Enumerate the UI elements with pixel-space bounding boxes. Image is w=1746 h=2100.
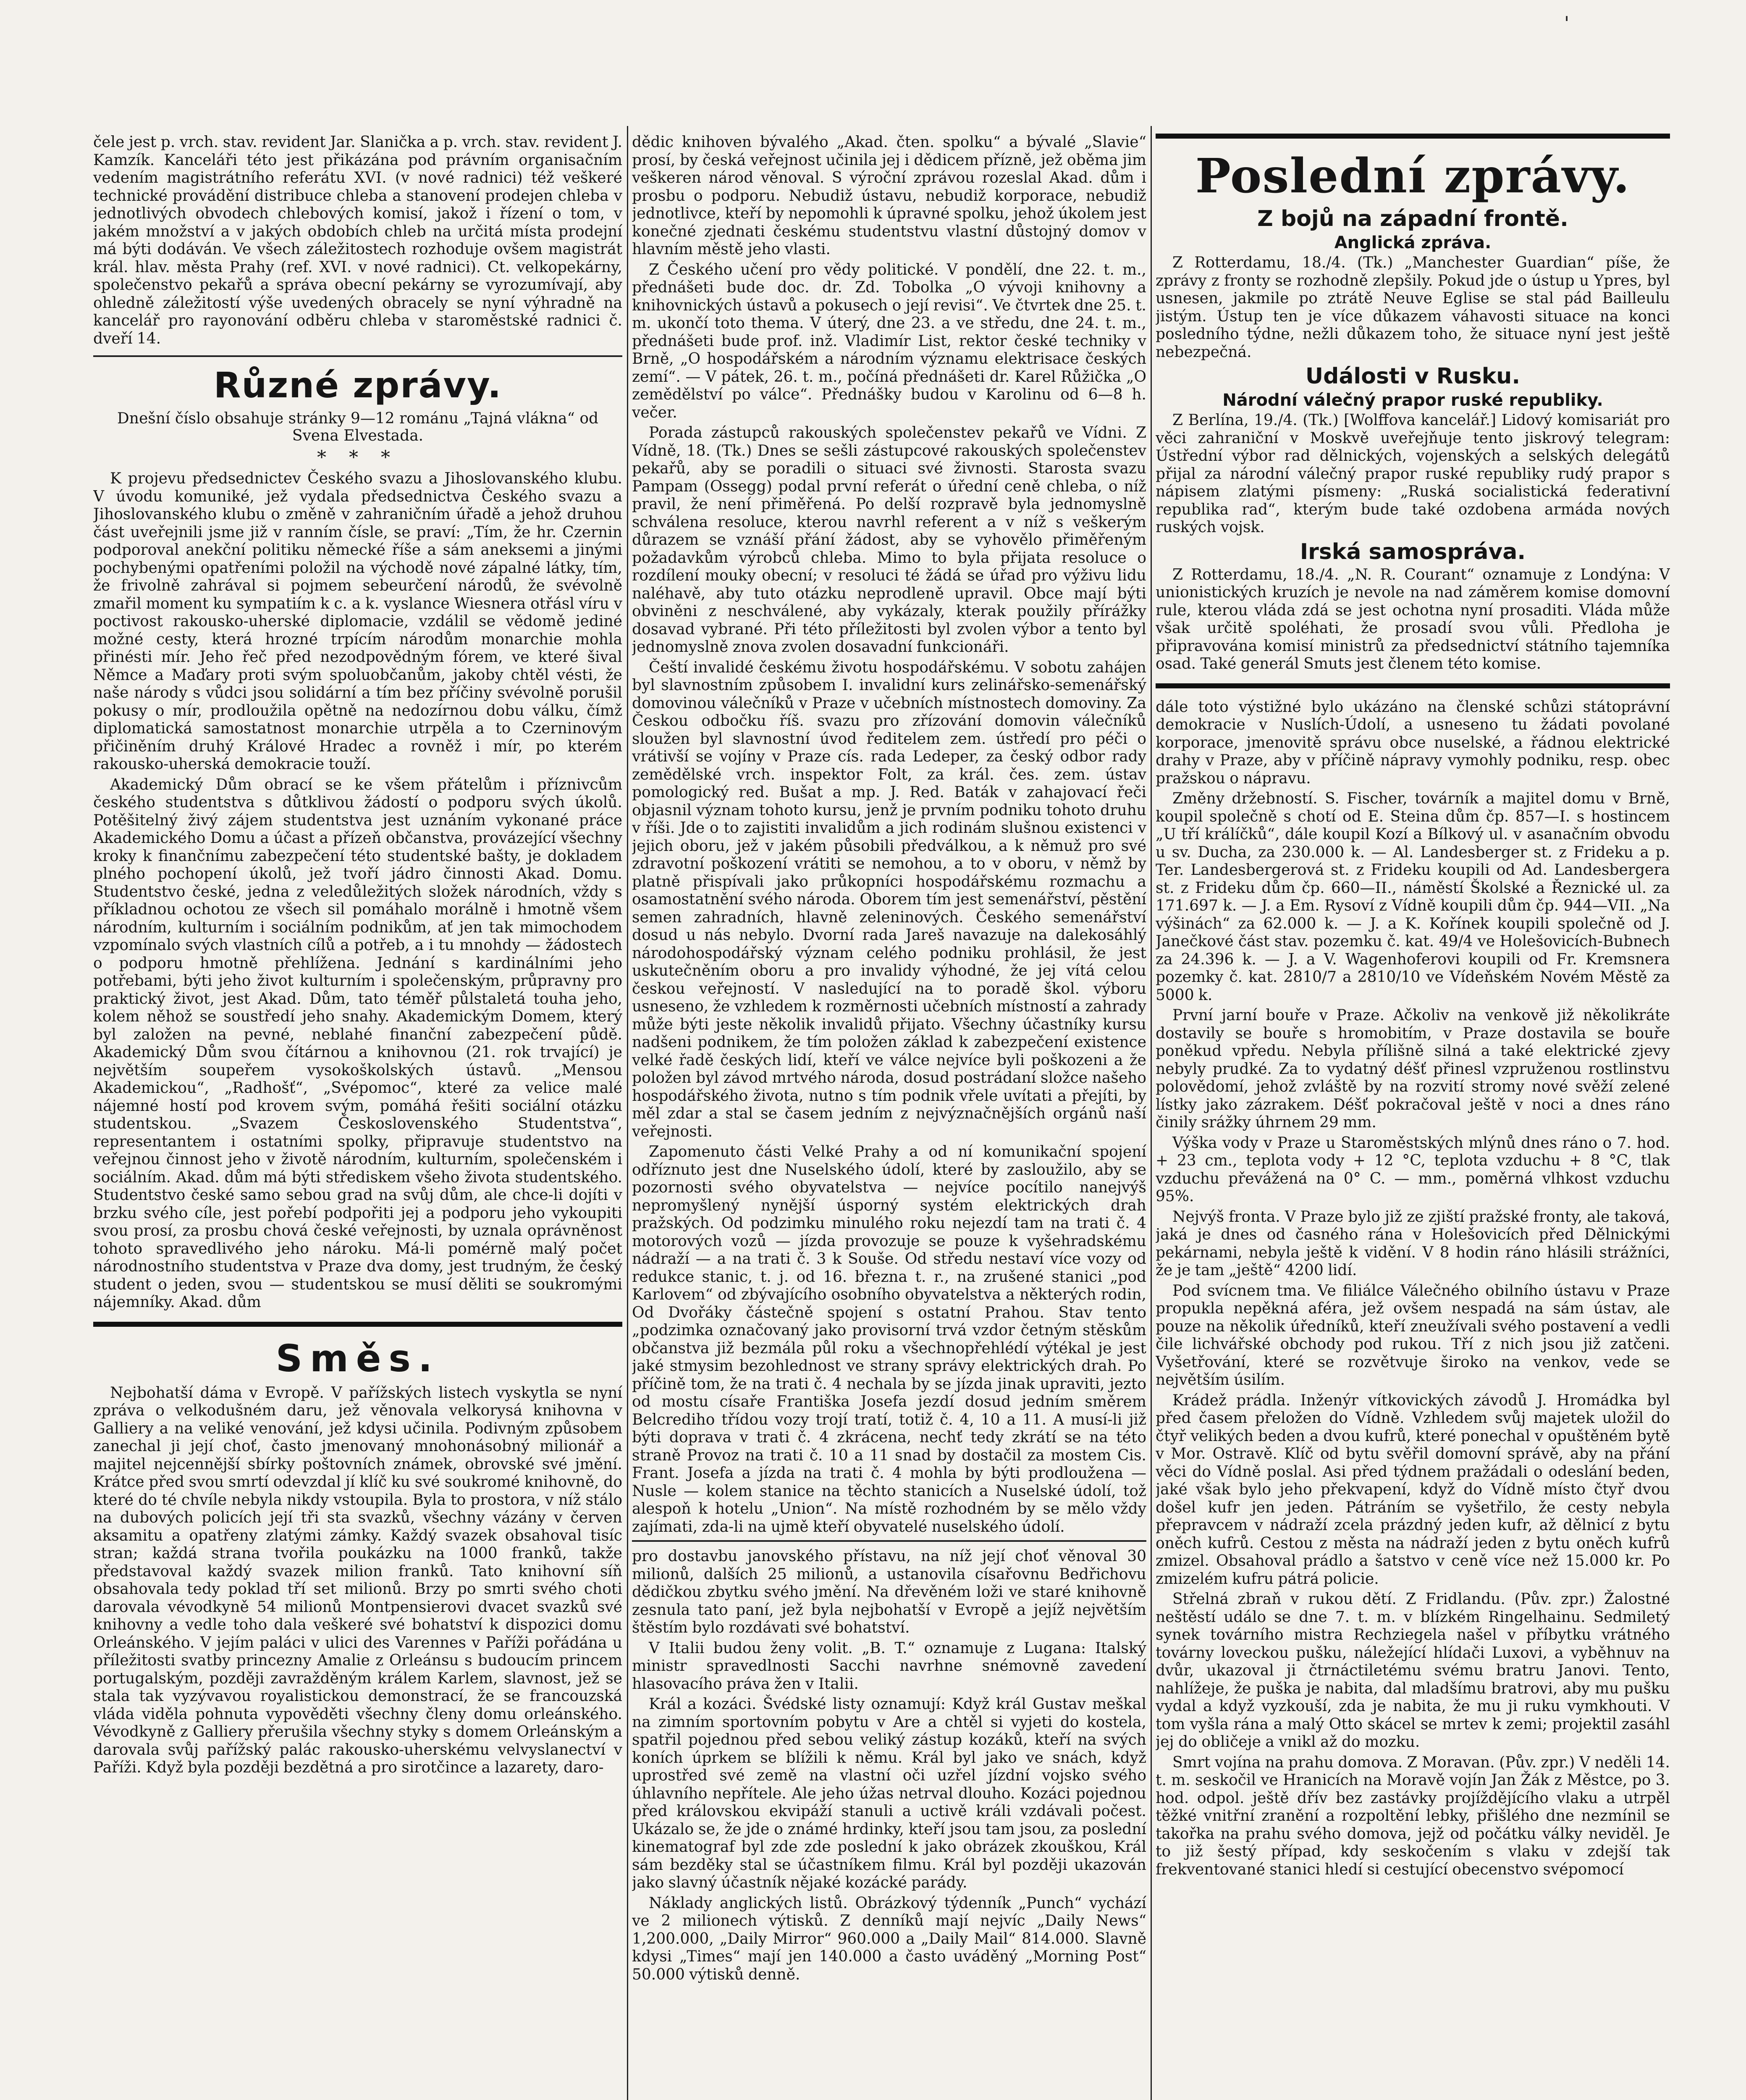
article-nusle-cont: dále toto výstižné bylo ukázáno na členské schůzi státoprávní demokracie v Nuslích-Údolí, a usneseno tu žádati povolané korporace, jmenovitě správu obce nuselské, a řádnou elektrické drahy v Praze, aby v příčině nápravy vymohly podniku, resp. obec pražskou o nápravu. bbox=[1156, 698, 1670, 787]
column-1 bbox=[93, 134, 622, 2100]
column-3 bbox=[1156, 134, 1670, 2100]
article-akademicky-dum: Akademický Dům obrací se ke všem přátelům i příznivcům českého studentstva s důtklivou žádostí o podporu svých úkolů. Potěšitelný živý zájem studentstva jest uznáním vykonané práce Akademického Domu a účast a přízeň občanstva, provázející všechny kroky k finančnímu zabezpečení této studentské bašty, je dokladem plného pochopení úkolů, jež tvoří jádro činnosti Akad. Domu. Studentstvo české, jedna z veledůležitých složek národních, vždy s příkladnou ochotou ze všech sil pomáhalo morálně i hmotně všem národním, kulturním i sociálním podnikům, ať jen tak mimochodem vzpomínalo svých vlastních cílů a potřeb, a i tu mnohdy — žádostech o podporu hmotně přehlížena. Jednání s kardinálními jeho potřebami, býti jeho život kulturním i společenským, průpravny pro praktický život, jest Akad. Dům, tato téměř půlstaletá touha jeho, kolem něhož se soustředí jeho snahy. Akademickým Domem, který byl založen na pevné, neblahé finanční zabezpečení půdě. Akademický Dům svou čítárnou a knihovnou (21. rok trvající) je největším soupeřem vysokoškolských ústavů. „Mensou Akademickou“, „Radhošť“, „Svépomoc“, které za velice malé nájemné hostí pod krovem svým, pomáhá řešiti sociální otázku studentskou. „Svazem Československého Studentstva“, representantem i ostatními spolky, připravuje studentstvo na veřejnou činnost jeho v životě národním, kulturním, společenském i sociálním. Akad. dům má býti střediskem všeho života studentského. Studentstvo české samo sebou grad na svůj dům, ale chce-li dojíti v brzku svého cíle, jest pořebí podpořiti jej a podporu jeho vykoupiti svou prosí, za prosbu chová české veřejnosti, by uznala oprávněnost tohoto spravedlivého jeho nároku. Má-li pomérně malý počet národnostního studentstva v Praze dva domy, jest trudným, že český student o jeden, svou — studentskou se musí děliti se soukromými nájemníky. Akad. dům bbox=[93, 776, 622, 1311]
article-nejbohatsi-dama: Nejbohatší dáma v Evropě. V pařížských listech vyskytla se nyní zpráva o velkodušném daru, jež věnovala velkorysá knihovna v Galliery a na veliké venování, jež kdysi učinila. Podivným způsobem zanechal ji její choť, často jmenovaný mnohonásobný milionář a majitel nejcennější sbírky poštovních známek, obrovské své jmění. Krátce před svou smrtí odevzdal jí klíč ku své soukromé knihovně, do které do té chvíle nebyla nikdy vstoupila. Byla to prostora, v níž stálo na dubových policích její tři sta svazků, všechny vázány v červen aksamitu a opatřeny zlatými zámky. Každý svazek obsahoval tisíc stran; každá strana tvořila poukázku na 1000 franků, takže představoval každý svazek milion franků. Tato knihovní síň obsahovala tedy poklad tří set milionů. Brzy po smrti svého choti darovala vévodkyně 54 milionů Montpensierovi dvacet svazků své knihovny a vedle toho dala veškeré své bohatství k dispozici domu Orleánského. V jejím paláci v ulici des Varennes v Paříži pořádána u příležitosti svatby princezny Amalie z Orleánsu s budoucím princem portugalským, později zavražděným králem Karlem, slavnost, jež se stala tak vyzývavou royalistickou demonstrací, že se francouzská vláda viděla pohnuta vypověděti všechny členy domu orleánského. Vévodkyně z Galliery přerušila všechny styky s domem Orleánským a darovala svůj pařížský palác rakousko-uherskému velvyslanectví v Paříži. Když byla později bezdětná a pro sirotčince a lazarety, daro- bbox=[93, 1384, 622, 1776]
ornament-dots: * * * bbox=[317, 447, 398, 468]
article-kral-kozaci: Král a kozáci. Švédské listy oznamují: Když král Gustav meškal na zimním sportovním pobytu v Are a chtěl si vyjeti do kostela, spatřil pojednou před sebou veliký zástup kozáků, kteří na svých koních úprkem se blížili k němu. Král byl jako ve snách, když uprostřed své země na vlastní oči uzřel jízdní vojsko svého úhlavního nepřítele. Ale jeho úžas netrval dlouho. Kozáci pojednou před královskou ekvipáží stanuli a uctivě králi vzdávali počest. Ukázalo se, že jde o známé hrdinky, kteří jsou tam jsou, za poslední kinematograf byl zde zde poslední k jako obrázek zkouškou, Král sám bezděky stal se účastníkem filmu. Král byl později ukazován jako slavný účastník nějaké kozácké parády. bbox=[632, 1696, 1146, 1891]
section-rule bbox=[93, 1322, 622, 1327]
article-dama-cont: pro dostavbu janovského přístavu, na níž její choť věnoval 30 milionů, dalších 25 milionů, a ustanovila císařovnu Bedřichovu dědičkou zbytku svého jmění. Na dřevěném loži ve staré knihovně zesnula tato paní, jež byla nejbohatší v Evropě a jejíž největším štěstím bylo rozdávati své bohatství. bbox=[632, 1548, 1146, 1636]
heading-udalosti-rusko: Události v Rusku. bbox=[1305, 364, 1521, 389]
article-kradez-pradla: Krádež prádla. Inženýr vítkovických závodů J. Hromádka byl před časem přeložen do Vídně. Vzhledem svůj majetek uložil do čtyř velikých beden a dvou kufrů, které ponechal v opuštěném bytě v Mor. Ostravě. Klíč od bytu svěřil domovní správě, aby na přání věci do Vídně poslal. Asi před týdnem pražádali o odeslání beden, jaké však bylo jeho překvapení, když do Vídně místo čtyř dvou došel kufr jen jeden. Pátráním se vyšetřilo, že cesty nebyla přepravcem v nádraží zcela prázdný jeden kufr, až dělnicí z bytu oněch kufrů. Cestou z města na nádraží jeden z bytu oněch kufrů zmizel. Obsahoval prádlo a šatstvo v ceně více než 15.000 kr. Po zmizelém kufru pátrá policie. bbox=[1156, 1391, 1670, 1588]
bread-distribution-article: čele jest p. vrch. stav. revident Jar. Slanička a p. vrch. stav. revident J. Kamzík. Kanceláři této jest přikázána pod právním organisačním vedením magistrátního referátu XVI. (v nové radnici) též veškeré technické provádění distribuce chleba a stanovení prodejen chleba v jednotlivých obvodech chlebových komisí, jakož i řízení o tom, v jakém množství a v jakých obdobích chleb na určitá místa prodejní má býti dodáván. Ve všech záležitostech rozhoduje ovšem magistrát král. hlav. města Prahy (ref. XVI. v nové radnici). Ct. velkopekárny, společenstvo pekařů a správa obecní pekárny se vyrozumívají, aby ohledně záležitostí výše uvedených obracely se nyní výhradně na kancelář pro rayonování odběru chleba v staroměstské radnici č. dveří 14. bbox=[93, 134, 622, 347]
article-smrt-vojina: Smrt vojína na prahu domova. Z Moravan. (Pův. zpr.) V neděli 14. t. m. seskočil ve Hranicích na Moravě vojín Jan Žák z Městce, po 3. hod. odpol. ještě dřív bez zastávky projíždějícího vlaku a utrpěl těžké vnitřní zranění a rozpoltění lebky, přišlého dne nezmínil se takořka na prahu svého domova, jejž od počátku války neviděl. Je to již šestý případ, kdy seskočením s vlaku v zdejší tak frekventované stanici hledí si cestující obecenstvo svépomocí bbox=[1156, 1754, 1670, 1878]
article-nejvyssi-fronta: Nejvýš fronta. V Praze bylo již ze zjiští pražské fronty, ale taková, jaká je dnes od časného rána v Holešovicích před Dělnickými pekárnami, nebyla ještě k vidění. V 8 hodin ráno hlásili strážníci, že je tam „ještě“ 4200 lidí. bbox=[1156, 1208, 1670, 1279]
page-mark-top-right: ' bbox=[1564, 13, 1570, 34]
article-vyska-vody: Výška vody v Praze u Staroměstských mlýnů dnes ráno o 7. hod. + 23 cm., teplota vody + 12 °C, teplota vzduchu + 8 °C, tlak vzduchu převážená na 0° C. — mm., poměrná vlhkost vzduchu 95%. bbox=[1156, 1134, 1670, 1205]
article-boje-zapad: Z Rotterdamu, 18./4. (Tk.) „Manchester Guardian“ píše, že zprávy z fronty se rozhodně zlepšily. Pokud jde o ústup u Ypres, byl usnesen, jakmile po ztrátě Neuve Eglise se stal pád Bailleulu jistým. Ústup ten je více důkazem váhavosti situace na konci posledního týdne, nežli důkazem toho, že situace nyní jest ještě nebezpečná. bbox=[1156, 254, 1670, 361]
article-pod-svicnem: Pod svícnem tma. Ve filiálce Válečného obilního ústavu v Praze propukla nepěkná aféra, jež ovšem nespadá na sám ústav, ale pouze na několik úředníků, kteří zneužívali svého postavení a vedli čile lichvářské obchody pod rukou. Tří z nich jsou již zatčeni. Vyšetřování, které se rozvětvuje široko na venkov, vede se největším úsilím. bbox=[1156, 1282, 1670, 1389]
article-akad-dum-cont: dědic knihoven bývalého „Akad. čten. spolku“ a bývalé „Slavie“ prosí, by česká veřejnost učinila jej i dědicem přízně, jež oběma jim veškeren národ věnoval. S výroční zprávou rozeslal Akad. dům i prosbu o podporu. Nebudiž ústavu, nebudiž korporace, nebudiž jednotlivce, kteří by nepomohli k úpravné spolku, jehož úkolem jest konečné zjednati českému studentstvu vlastní důstojný domov v hlavním městě jeho vlasti. bbox=[632, 134, 1146, 258]
subheading-prapor: Národní válečný prapor ruské republiky. bbox=[1222, 391, 1603, 410]
divider bbox=[93, 355, 622, 357]
article-zmeny-drzebnosti: Změny držebností. S. Fischer, továrník a majitel domu v Brně, koupil společně s chotí od E. Steina dům čp. 857—I. s hostincem „U tří králíčků“, dále koupil Kozí a Bílkový ul. v asanačním obvodu u sv. Ducha, za 230.000 k. — Al. Landesberger st. z Frideku a p. Ter. Landesbergerová st. z Frideku koupili od Ad. Landesbergera st. z Frideku dům čp. 660—II., náměstí Školské a Řeznické ul. za 171.697 k. — J. a Em. Rysoví z Vídně koupili dům čp. 944—VII. „Na výšinách“ za 62.000 k. — J. a K. Kořínek koupili společně od J. Janečkové část stav. pozemku č. kat. 49/4 ve Holešovicích-Bubnech za 24.396 k. — J. a V. Wagenhoferovi koupili od Fr. Kremsnera pozemky č. kat. 2810/7 a 2810/10 ve Vídeňském Novém Městě za 5000 k. bbox=[1156, 790, 1670, 1004]
article-zapomenuta-cast: Zapomenuto části Velké Prahy a od ní komunikační spojení odříznuto jest dne Nuselského údolí, které by zasloužilo, aby se pozornosti svého obyvatelstva — nejvíce pocítilo nanejvýš nepromyšlený nynější úsporný systém elektrických drah pražských. Od podzimku minulého roku nejezdí tam na trati č. 4 motorových vozů — jízda provozuje se pouze k vyšehradskému nádraží — a na trati č. 3 k Souše. Od středu nestaví více vozy od redukce stanic, t. j. od 16. března t. r., na zrušené stanici „pod Karlovem“ od zbývajícího osobního obyvatelstva a některých rodin, Od Dvořáky částečně spojení s ostatní Prahou. Stav tento „podzimka označovaný jako provisorní trvá vzdor četným stěskům občanstva již bezmála půl roku a všechnopřehlédí výtékal je jest jaké stmysim bezohlednost ve strany správy elektrických drah. Po příčině tom, že na trati č. 4 nechala by se jízda jinak upraviti, jezto od mostu císaře Františka Josefa jezdí dosud jedním směrem Belcrediho třídou vozy trojí tratí, totiž č. 4, 10 a 11. A musí-li již býti doprava v trati č. 4 zkrácena, nechť tedy zkrátí se na této straně Provoz na trati č. 10 a 11 snad by dostačil za mostem Cis. Frant. Josefa a jízda na trati č. 4 mohla by býti prodloužena — Nusle — kolem stanice na těchto stanicích a Nuselské údolí, tož alespoň k hotelu „Union“. Na místě rozhodném by se mělo vždy zajímati, zda-li na ujmě kteří obyvatelé nuselského údolí. bbox=[632, 1143, 1146, 1536]
article-irska-samosprava: Z Rotterdamu, 18./4. „N. R. Courant“ oznamuje z Londýna: V unionistických kruzích je nevole na nad záměrem komise domovní rule, kterou vláda zdá se jest ochotna nyní prosaditi. Vláda může však určitě spoléhati, že prosadí svou vůli. Předloha je připravována komisí ministrů za předsednictví státního tajemníka osad. Také generál Smuts jest členem této komise. bbox=[1156, 566, 1670, 672]
article-jarni-boure: První jarní bouře v Praze. Ačkoliv na venkově již několikráte dostavily se bouře s hromobitím, v Praze dostavila se bouře poněkud vpředu. Nebyla přílišně silná a také elektrické zjevy nebyly prudké. Za to vydatný déšť přinesl vzpruženou rostlinstvu polovědomí, jehož zvláště by na rozvití stromy nové svěží zelené lístky jako zázrakem. Déšť pokračoval ještě v noci a dnes ráno činily srážky úhrnem 29 mm. bbox=[1156, 1007, 1670, 1131]
article-naklady-listu: Náklady anglických listů. Obrázkový týdenník „Punch“ vychází ve 2 milionech výtisků. Z denníků mají nejvíc „Daily News“ 1,200.000, „Daily Mirror“ 960.000 a „Daily Mail“ 814.000. Slavně kdysi „Times“ mají jen 140.000 a často uváděný „Morning Post“ 50.000 výtisků denně. bbox=[632, 1894, 1146, 1983]
article-strelna-zbran: Střelná zbraň v rukou dětí. Z Fridlandu. (Pův. zpr.) Žalostné neštěstí událo se dne 7. t. m. v blízkém Ringelhainu. Sedmiletý synek továrního mistra Rechziegela našel v příbytku vrátného továrny loveckou pušku, náležející hlídači Luxovi, a vyběhnuv na dvůr, ukazoval ji čtrnáctiletému svému bratru Janovi. Tento, nahlížeje, že puška je nabita, dal mladšímu bratrovi, aby mu pušku vydal a když vyzkouší, zda je nabita, že mu ji ruku vymkhouti. V tom vyšla rána a malý Otto skácel se mrtev k zemi; projektil zasáhl jej do obličeje a vnikl až do mozku. bbox=[1156, 1591, 1670, 1751]
column-2 bbox=[632, 134, 1146, 2100]
article-cesti-invalide: Čeští invalidé českému životu hospodářskému. V sobotu zahájen byl slavnostním způsobem I. invalidní kurs zelinářsko-semenářský domovinou válečníků v Praze v učebních místnostech domoviny. Za Českou odbočku říš. svazu pro zřízování domovin válečníků sloužen byl slavnostní úvod ředitelem zem. ústředí pro péči o vrátivší se vojíny v Praze cís. rada Ledeper, za český odbor rady zemědělské vrch. inspektor Folt, za král. čes. zem. ústav pomologický red. Bušat a mp. J. Red. Baták v zahajovací řeči objasnil význam tohoto kursu, jenž je prvním podniku tohoto druhu v říši. Jde o to zajistiti invalidům a jich rodinám slušnou existenci v jejich oboru, jež v jakém působili předválkou, a k němuž pro své zdravotní poškození vrátiti se nemohou, a to v oboru, v němž by platně přispívali jako průkopníci hospodářskému rozmachu a osamostatnění svého národa. Oborem tím jest semenářství, pěstění semen zahradních, hlavně zeleninových. Českého semenářství dosud u nás nebylo. Dvorní rada Jareš navazuje na dalekosáhlý národohospodářský význam celého podniku prohlásil, že jest uskutečněním oboru a pro invalidy výhodné, že jej vítá celou českou veřejností. V nasledující na to poradě škol. výboru usneseno, že vzhledem k rozměrnosti učebních místností a zahrady může býti jeste několik invalidů přijato. Všechny účastníky kursu nadšeni podnikem, že tím položen základ k zabezpečení existence velké řadě českých lidí, kteří ve válce nejvíce byli poškozeni a že položen byl závod mrtvého národa, dosud postrádaní složce našeho hospodářského života, nutno s tím podnik vřele uvítati a přejíti, by měl zdar a stal se časem jedním z nejvýznačnějších orgánů naší veřejnosti. bbox=[632, 659, 1146, 1140]
heading-boje-zapad: Z bojů na západní frontě. bbox=[1257, 206, 1568, 231]
article-rusko-prapor: Z Berlína, 19./4. (Tk.) [Wolffova kancelář.] Lidový komisariát pro věci zahraniční v Moskvě uveřejňuje tento jiskrový telegram: Ústřední výbor rad dělnických, vojenských a selských delegátů přijal za národní válečný prapor ruské republiky rudý prapor s nápisem zlatými písmeny: „Ruská socialistická federativní republika rad“, kterým bude také ozdobena armáda nových ruských vojsk. bbox=[1156, 412, 1670, 536]
article-ceske-uceni: Z Českého učení pro vědy politické. V pondělí, dne 22. t. m., přednášeti bude doc. dr. Zd. Tobolka „O vývoji knihovny a knihovnických ústavů a pokusech o její revisi“. Ve čtvrtek dne 25. t. m. ukončí toto thema. V úterý, dne 23. a ve středu, dne 24. t. m., přednášeti bude prof. inž. Vladimír List, rektor české techniky v Brně, „O hospodářském a národním významu elektrisace českých zemí“. — V pátek, 26. t. m., počíná přednášeti dr. Karel Růžička „O zemědělství po válce“. Přednášky budou v Karolinu od 6—8 h. večer. bbox=[632, 261, 1146, 421]
article-italie-zeny: V Italii budou ženy volit. „B. T.“ oznamuje z Lugana: Italský ministr spravedlnosti Sacchi navrhne snémovně zavedení hlasovacího práva žen v Italii. bbox=[632, 1639, 1146, 1693]
section-heading-ruzne-zpravy: Různé zprávy. bbox=[213, 365, 502, 406]
section-rule bbox=[1156, 683, 1670, 688]
section-heading-posledni-zpravy: Poslední zprávy. bbox=[1195, 149, 1631, 204]
subheading-anglicka-zprava: Anglická zpráva. bbox=[1334, 233, 1492, 252]
section-heading-smes: Směs. bbox=[275, 1336, 440, 1380]
column-divider-1 bbox=[627, 126, 628, 2100]
column-divider-2 bbox=[1151, 126, 1152, 2100]
section-rule bbox=[1156, 134, 1670, 139]
article-porada-pekaru: Porada zástupců rakouských společenstev pekařů ve Vídni. Z Vídně, 18. (Tk.) Dnes se sešli zástupcové rakouských společenstev pekařů, aby se poradili o situaci své živnosti. Starosta svazu Pampam (Ossegg) podal první referát o úřední ceně chleba, o níž pravil, že není přiměřená. Po delší rozpravě byla jednomyslně schválena resoluce, kterou navrhl referent a v níž s veškerým důrazem se vznáší přání žádost, aby se vyhovělo přiměřeným požadavkům výrobců chleba. Mimo to byla přijata resoluce o rozdílení mouky obecní; v resoluci té žádá se úřad pro výživu lidu naléhavě, aby tuto otázku neprodleně upravil. Obce mají býti obviněni z neschválené, aby vykázaly, kterak použily přírážky dosavad vybrané. Při této příležitosti byl zvolen výbor a tento byl jednomyslně znova zvolen dosavadní funkcionáři. bbox=[632, 424, 1146, 656]
divider bbox=[632, 1540, 1146, 1542]
article-czernin: K projevu předsednictev Českého svazu a Jihoslovanského klubu. V úvodu komuniké, jež vydala předsednictva Českého svazu a Jihoslovanského klubu o změně v zahraničním úřadě a jehož druhou část uveřejnili jsme již v ranním čísle, se praví: „Tím, že hr. Czernin podporoval anekční politiku německé říše a sám aneksemi a jinými pochybenými opatřeními položil na východě nové zápalné látky, tím, že frivolně zahrával si pojmem sebeurčení národů, že svévolně zmařil moment ku sympatiím k c. a k. vyslance Wiesnera otřásl víru v poctivost rakousko-uherské diplomacie, vzdálil se vědomě jediné možné cesty, která hrozné trpícím národům monarchie mohla přinésti mír. Jeho řeč před nezodpovědným fórem, ve které šival Němce a Maďary proti svým spoluobčanům, jakoby chtěl vésti, že naše národy s vůdci jsou solidární a tím bez příčiny svévolně porušil pokusy o mír, prodloužila opětně na nedozírnou dobu válku, čímž diplomatická samostatnost monarchie utrpěla a to Czerninovým přičiněním druhý Králové Hradec a rovněž i mír, po kterém rakousko-uherská demokracie touží. bbox=[93, 470, 622, 773]
heading-irska-samosprava: Irská samospráva. bbox=[1300, 539, 1526, 564]
serial-note: Dnešní číslo obsahuje stránky 9—12 románu „Tajná vlákna“ od Svena Elvestada. bbox=[117, 410, 599, 444]
